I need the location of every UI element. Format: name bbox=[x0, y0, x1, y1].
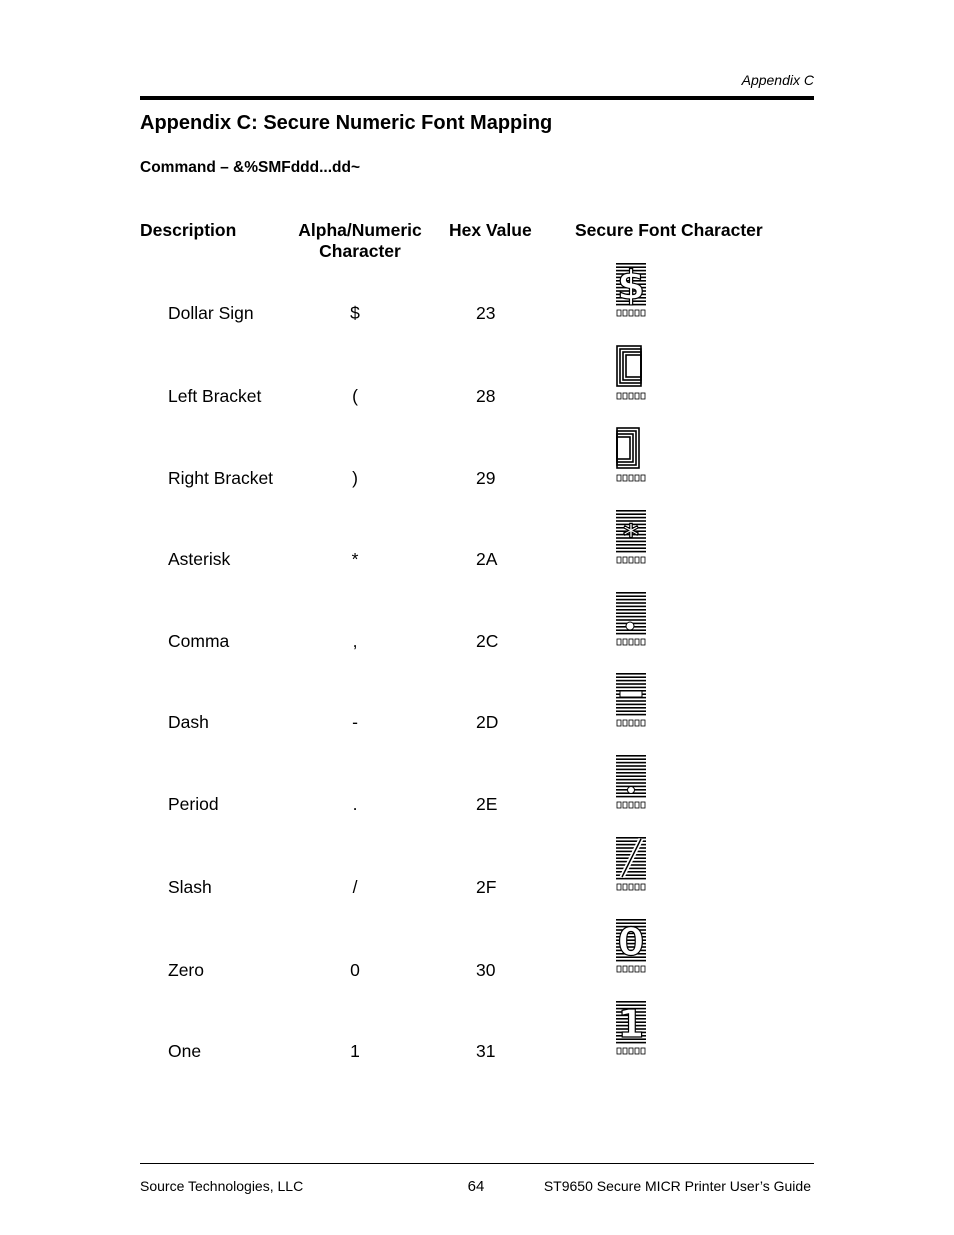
column-header-alpha-line1: Alpha/Numeric bbox=[298, 220, 422, 240]
column-header-alpha-numeric bbox=[290, 220, 430, 262]
left-bracket-secure-glyph-icon bbox=[614, 344, 648, 402]
svg-text:1: 1 bbox=[617, 1002, 645, 1046]
row-description: Zero bbox=[168, 960, 204, 980]
row-hex-value: 2D bbox=[476, 712, 499, 732]
period-secure-glyph-icon bbox=[614, 753, 648, 811]
row-description: One bbox=[168, 1041, 202, 1061]
zero-glyph-graphic bbox=[614, 917, 648, 975]
running-head: Appendix C bbox=[741, 72, 814, 88]
footer-company: Source Technologies, LLC bbox=[140, 1178, 304, 1194]
row-hex-value: 28 bbox=[476, 386, 496, 406]
row-character: ( bbox=[352, 386, 358, 406]
right-bracket-secure-glyph-icon bbox=[614, 426, 648, 484]
row-character: / bbox=[352, 877, 358, 897]
page-number: 64 bbox=[467, 1178, 485, 1195]
row-hex-value: 31 bbox=[476, 1041, 496, 1061]
dollar-sign-glyph-graphic bbox=[614, 261, 648, 319]
row-description: Period bbox=[168, 794, 219, 814]
row-hex-value: 30 bbox=[476, 960, 496, 980]
row-hex-value: 2C bbox=[476, 631, 499, 651]
row-description: Dash bbox=[168, 712, 209, 732]
row-hex-value: 2F bbox=[476, 877, 497, 897]
row-character: . bbox=[352, 794, 358, 814]
row-description: Left Bracket bbox=[168, 386, 262, 406]
row-character: - bbox=[352, 712, 358, 732]
comma-glyph-graphic bbox=[614, 590, 648, 648]
zero-secure-glyph-icon bbox=[614, 917, 648, 975]
left-bracket-glyph-graphic bbox=[614, 344, 648, 402]
column-header-description: Description bbox=[140, 220, 237, 240]
row-hex-value: 2E bbox=[476, 794, 498, 814]
row-character: * bbox=[351, 549, 359, 569]
dollar-sign-secure-glyph-icon bbox=[614, 261, 648, 319]
slash-secure-glyph-icon bbox=[614, 835, 648, 893]
row-hex-value: 29 bbox=[476, 468, 496, 488]
footer-document-title: ST9650 Secure MICR Printer User’s Guide bbox=[543, 1178, 811, 1194]
column-header-hex-value: Hex Value bbox=[449, 220, 532, 240]
one-glyph-graphic bbox=[614, 999, 648, 1057]
comma-secure-glyph-icon bbox=[614, 590, 648, 648]
column-header-alpha-line2: Character bbox=[319, 241, 401, 261]
row-character: $ bbox=[350, 303, 360, 323]
row-character: , bbox=[352, 631, 358, 651]
row-hex-value: 2A bbox=[476, 549, 498, 569]
row-character: 1 bbox=[350, 1041, 360, 1061]
page-title: Appendix C: Secure Numeric Font Mapping bbox=[140, 112, 553, 134]
row-description: Comma bbox=[168, 631, 230, 651]
top-rule bbox=[140, 96, 814, 100]
svg-text:$: $ bbox=[617, 263, 645, 309]
slash-glyph-graphic bbox=[614, 835, 648, 893]
svg-text:0: 0 bbox=[617, 920, 645, 964]
one-secure-glyph-icon bbox=[614, 999, 648, 1057]
column-header-secure-font: Secure Font Character bbox=[575, 220, 763, 240]
command-syntax: Command – &%SMFddd...dd~ bbox=[140, 159, 361, 176]
row-character: 0 bbox=[350, 960, 360, 980]
row-description: Right Bracket bbox=[168, 468, 274, 488]
row-hex-value: 23 bbox=[476, 303, 496, 323]
dash-secure-glyph-icon bbox=[614, 671, 648, 729]
row-description: Dollar Sign bbox=[168, 303, 254, 323]
row-description: Asterisk bbox=[168, 549, 231, 569]
asterisk-secure-glyph-icon bbox=[614, 508, 648, 566]
row-character: ) bbox=[352, 468, 358, 488]
right-bracket-glyph-graphic bbox=[614, 426, 648, 484]
row-description: Slash bbox=[168, 877, 212, 897]
svg-text:*: * bbox=[623, 519, 639, 554]
dash-glyph-graphic bbox=[614, 671, 648, 729]
footer-rule bbox=[140, 1163, 814, 1164]
asterisk-glyph-graphic bbox=[614, 508, 648, 566]
period-glyph-graphic bbox=[614, 753, 648, 811]
